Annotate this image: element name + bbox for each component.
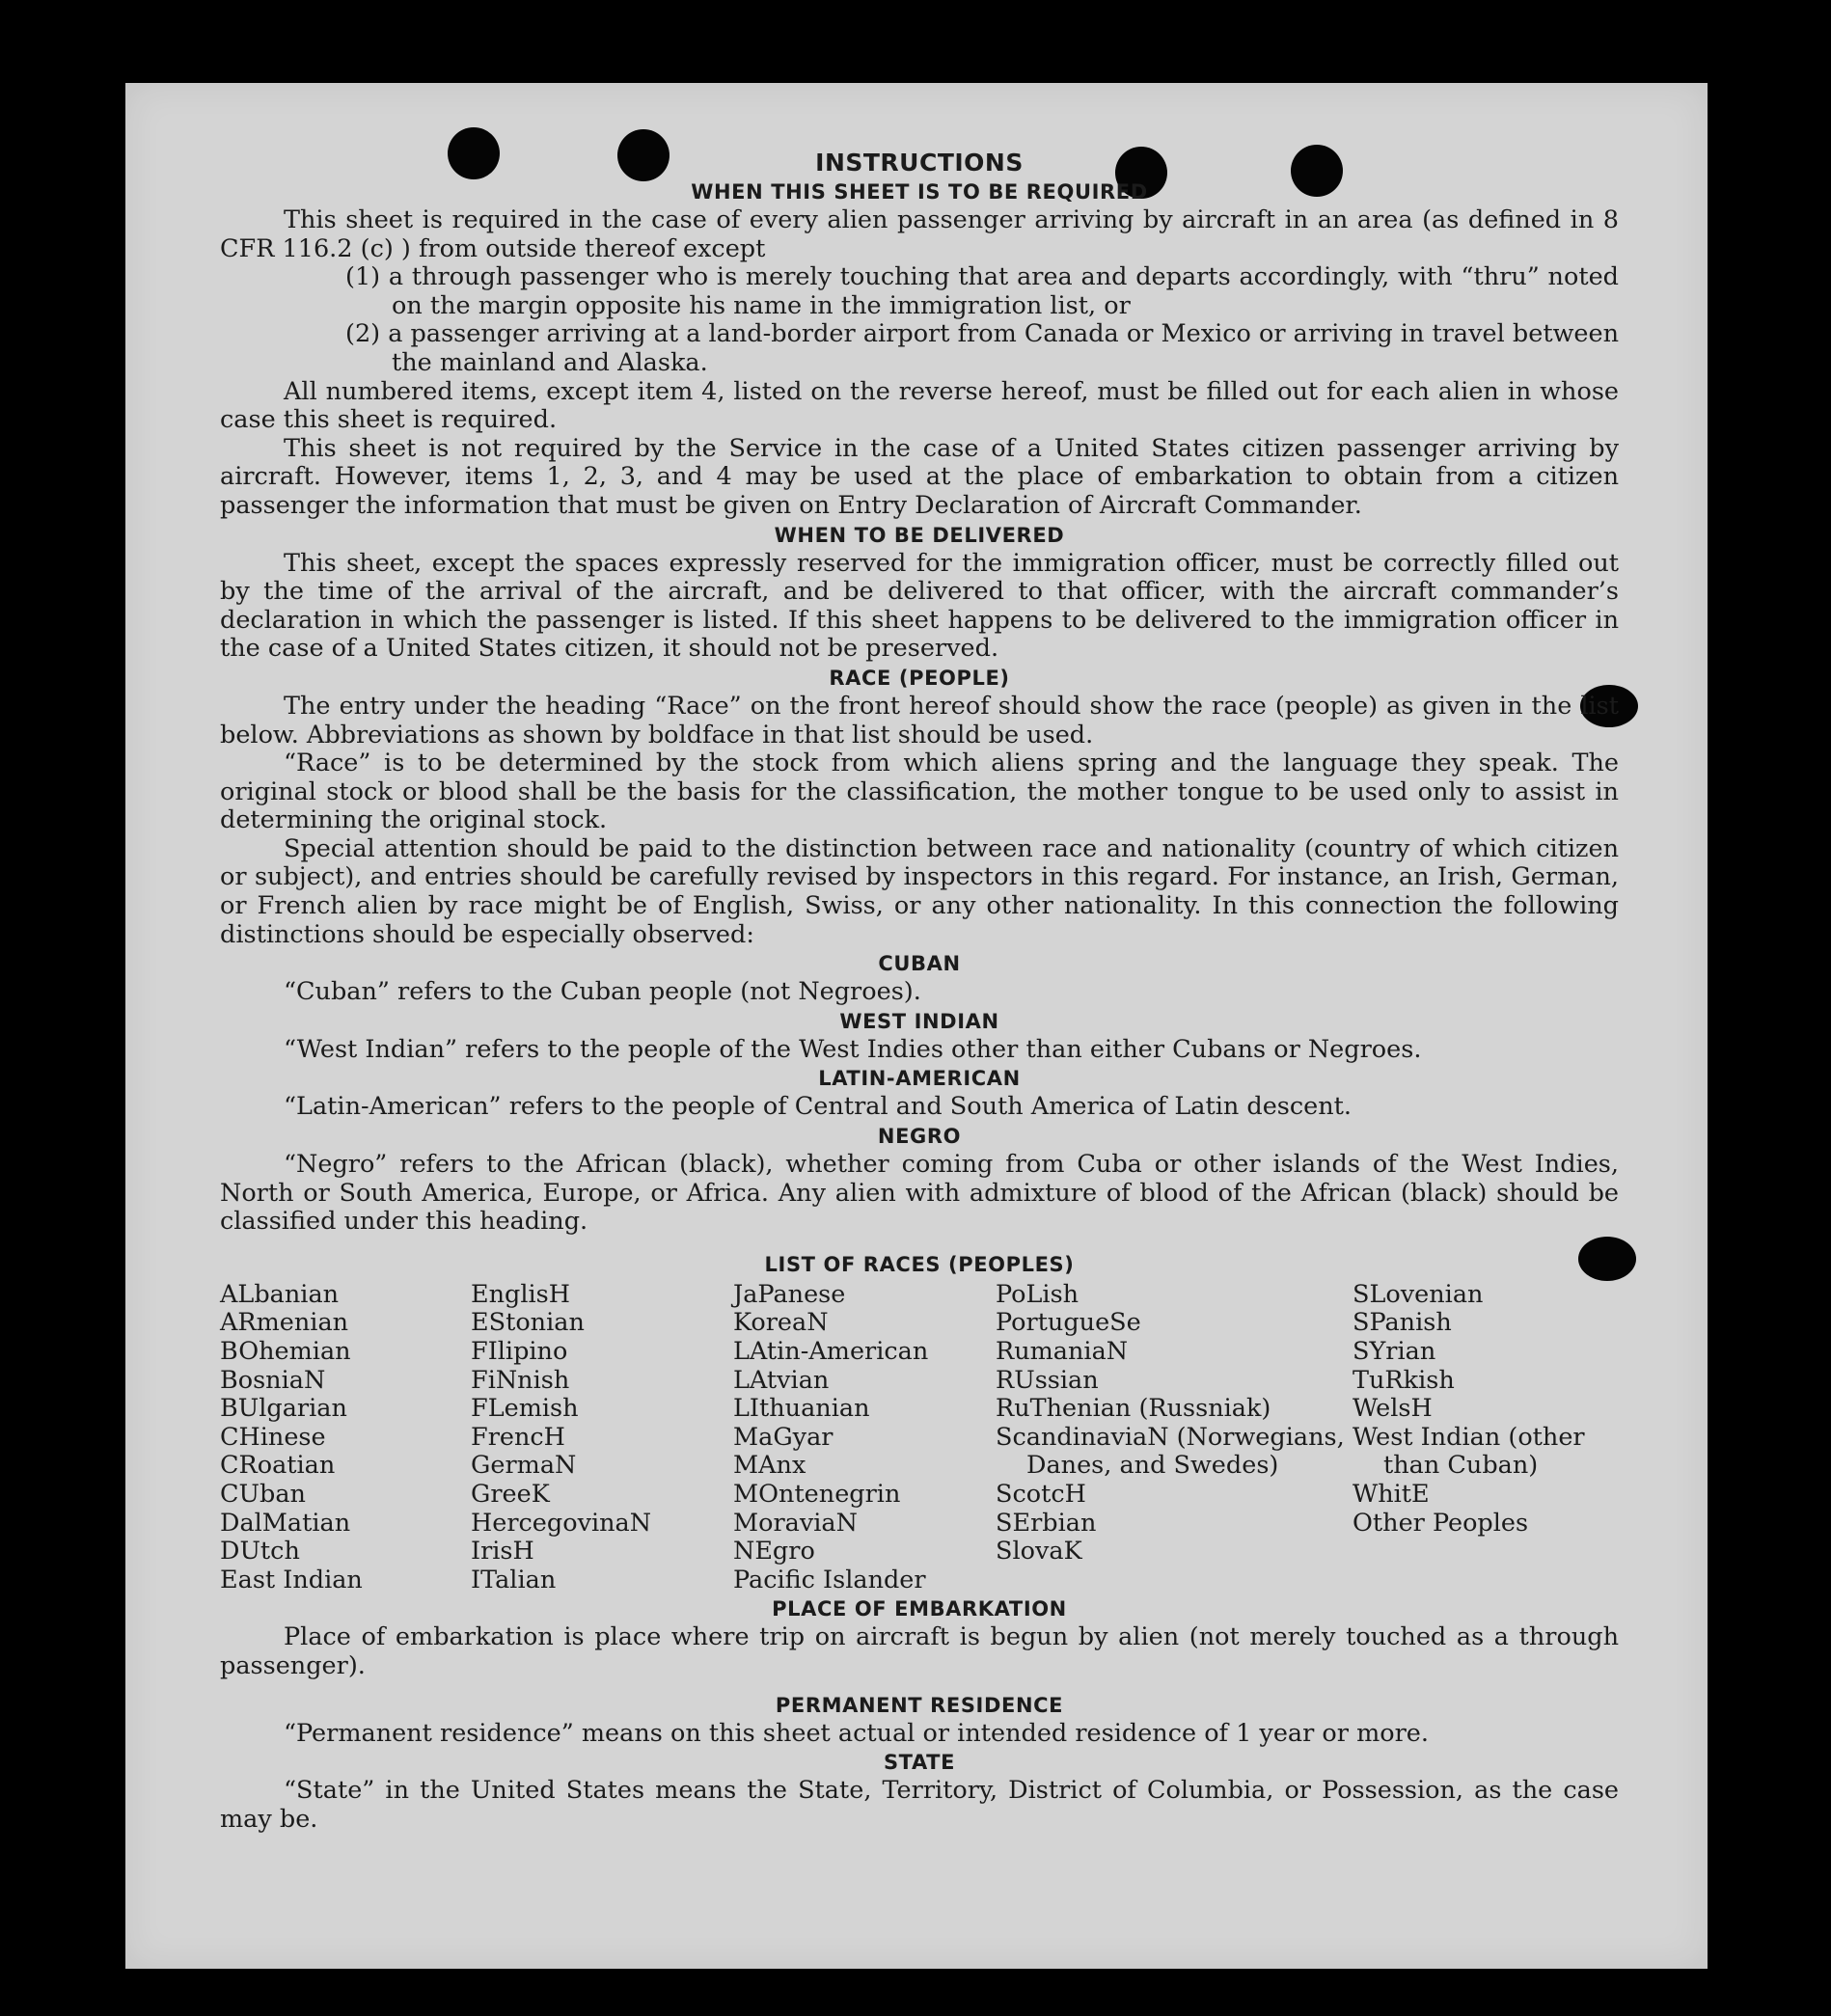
paragraph-race-stock: “Race” is to be determined by the stock from which aliens spring and the language they speak. The original stock or blood shall be the basis for the classification, the mother tongue to be used only to assist in determining the original stock. — [220, 749, 1619, 835]
race-entry: FLemish — [471, 1394, 579, 1424]
race-entry: SErbian — [996, 1508, 1097, 1538]
paragraph-latin-american: “Latin-American” refers to the people of Central and South America of Latin descent. — [284, 1092, 1353, 1122]
race-entry: JaPanese — [733, 1279, 846, 1309]
race-entry: FiNnish — [471, 1365, 570, 1395]
race-entry: ScotcH — [996, 1479, 1086, 1509]
race-entry: WelsH — [1353, 1394, 1433, 1424]
races-column-5 — [1353, 1281, 1619, 1595]
paragraph-cuban: “Cuban” refers to the Cuban people (not Negroes). — [284, 977, 921, 1007]
document-sheet — [125, 83, 1708, 1969]
paragraph-delivered: This sheet, except the spaces expressly reserved for the immigration officer, must be correctly filled out by the time of the arrival of the aircraft, and be delivered to that officer, with the aircraft commander’s declaration in which the passenger is listed. If this sheet happens to be delivered to the immigration officer in the case of a United States citizen, it should not be preserved. — [220, 548, 1619, 664]
race-entry: FIlipino — [471, 1337, 568, 1366]
race-entry: EStonian — [471, 1308, 585, 1338]
embarkation-heading: PLACE OF EMBARKATION — [772, 1597, 1067, 1621]
race-entry: CHinese — [220, 1422, 326, 1452]
west-indian-heading: WEST INDIAN — [839, 1009, 999, 1033]
when-delivered-heading: WHEN TO BE DELIVERED — [774, 523, 1065, 547]
races-column-1 — [220, 1281, 471, 1595]
race-entry: KoreaN — [733, 1308, 829, 1338]
race-entry: IrisH — [471, 1537, 534, 1566]
list-of-races-heading: LIST OF RACES (PEOPLES) — [764, 1252, 1075, 1276]
race-entry: BUlgarian — [220, 1394, 347, 1424]
race-entry: PoLish — [996, 1279, 1079, 1309]
race-entry: MaGyar — [733, 1422, 834, 1452]
negro-heading: NEGRO — [877, 1125, 962, 1149]
race-entry: CRoatian — [220, 1451, 336, 1481]
race-entry: TuRkish — [1353, 1365, 1455, 1395]
paragraph-race-attention: Special attention should be paid to the distinction between race and nationality (country of which citizen or subject), and entries should be carefully revised by inspectors in this regard. For instance, an Irish, German, or French alien by race might be of English, Swiss, or any other nationality. In this connection the following distinctions should be especially observed: — [220, 833, 1619, 949]
when-required-heading: WHEN THIS SHEET IS TO BE REQUIRED — [691, 180, 1148, 204]
race-entry: East Indian — [220, 1565, 363, 1594]
races-column-4 — [996, 1281, 1353, 1595]
race-entry: ALbanian — [220, 1279, 340, 1309]
race-entry: Pacific Islander — [733, 1565, 926, 1594]
paragraph-race-entry: The entry under the heading “Race” on the front hereof should show the race (people) as given in the list below. Abbreviations as shown by boldface in that list should be used. — [220, 691, 1619, 749]
race-entry: SlovaK — [996, 1537, 1082, 1566]
race-entry: SPanish — [1353, 1308, 1452, 1338]
race-entry: GermaN — [471, 1451, 577, 1481]
state-heading: STATE — [883, 1751, 956, 1775]
permanent-residence-heading: PERMANENT RESIDENCE — [775, 1693, 1064, 1717]
race-entry: NEgro — [733, 1537, 815, 1566]
race-entry: ARmenian — [220, 1308, 349, 1338]
races-column-2 — [471, 1281, 733, 1595]
paragraph-required: This sheet is required in the case of every alien passenger arriving by aircraft in an area (as defined in 8 CFR 116.2 (c) ) from outside thereof except — [220, 205, 1619, 263]
race-entry: SYrian — [1353, 1337, 1436, 1366]
race-entry: West Indian (other than Cuban) — [1353, 1422, 1585, 1481]
race-entry: MAnx — [733, 1451, 806, 1481]
race-heading: RACE (PEOPLE) — [829, 666, 1010, 690]
race-entry: GreeK — [471, 1479, 550, 1509]
exception-item-1: (1) a through passenger who is merely touching that area and departs accordingly, with “thru” noted on the margin opposite his name in the immigration list, or — [345, 262, 1619, 320]
paragraph-numbered-items: All numbered items, except item 4, listed on the reverse hereof, must be filled out for each alien in whose case this sheet is required. — [220, 376, 1619, 435]
race-entry: MOntenegrin — [733, 1479, 901, 1509]
race-entry: FrencH — [471, 1422, 565, 1452]
paragraph-permanent-residence: “Permanent residence” means on this sheet actual or intended residence of 1 year or more. — [284, 1718, 1429, 1748]
race-entry: Other Peoples — [1353, 1508, 1529, 1538]
paragraph-not-required: This sheet is not required by the Service in the case of a United States citizen passenger arriving by aircraft. However, items 1, 2, 3, and 4 may be used at the place of embarkation to obtain from a citizen passenger the information that must be given on Entry Declaration of Aircraft Commander. — [220, 433, 1619, 520]
exception-item-2: (2) a passenger arriving at a land-border airport from Canada or Mexico or arriving in travel between the mainland and Alaska. — [345, 319, 1619, 377]
race-entry: BosniaN — [220, 1365, 326, 1395]
race-entry: DalMatian — [220, 1508, 351, 1538]
races-list — [220, 1281, 1619, 1595]
race-entry: RUssian — [996, 1365, 1099, 1395]
instructions-title: INSTRUCTIONS — [815, 149, 1024, 177]
races-column-3 — [733, 1281, 996, 1595]
race-entry: CUban — [220, 1479, 306, 1509]
race-entry: BOhemian — [220, 1337, 351, 1366]
paragraph-embarkation: Place of embarkation is place where trip on aircraft is begun by alien (not merely touched as a through passenger). — [220, 1622, 1619, 1680]
race-entry: WhitE — [1353, 1479, 1430, 1509]
instructions-body — [220, 143, 1619, 1834]
race-entry: RumaniaN — [996, 1337, 1129, 1366]
paragraph-state: “State” in the United States means the State, Territory, District of Columbia, or Possession, as the case may be. — [220, 1776, 1619, 1834]
race-entry: LIthuanian — [733, 1394, 870, 1424]
cuban-heading: CUBAN — [878, 952, 961, 976]
race-entry: DUtch — [220, 1537, 300, 1566]
latin-american-heading: LATIN-AMERICAN — [818, 1067, 1021, 1091]
race-entry: MoraviaN — [733, 1508, 858, 1538]
race-entry: PortugueSe — [996, 1308, 1141, 1338]
race-entry: SLovenian — [1353, 1279, 1484, 1309]
race-entry: HercegovinaN — [471, 1508, 652, 1538]
race-entry: ITalian — [471, 1565, 557, 1594]
race-entry: EnglisH — [471, 1279, 570, 1309]
race-entry: LAtin-American — [733, 1337, 929, 1366]
paragraph-west-indian: “West Indian” refers to the people of the West Indies other than either Cubans or Negroes. — [284, 1034, 1422, 1064]
race-entry: LAtvian — [733, 1365, 830, 1395]
paragraph-negro: “Negro” refers to the African (black), whether coming from Cuba or other islands of the West Indies, North or South America, Europe, or Africa. Any alien with admixture of blood of the African (black) should be classified under this heading. — [220, 1150, 1619, 1237]
race-entry: RuThenian (Russniak) — [996, 1394, 1271, 1424]
race-entry: ScandinaviaN (Norwegians, Danes, and Swedes) — [996, 1422, 1345, 1481]
